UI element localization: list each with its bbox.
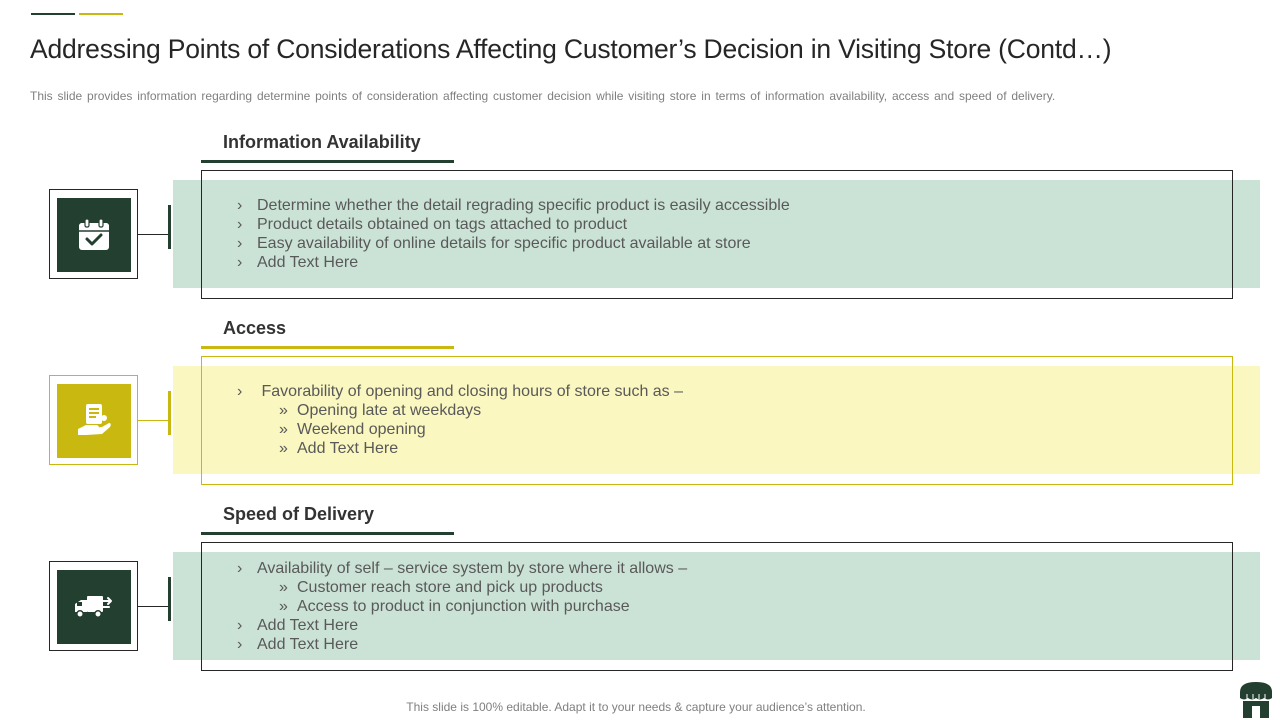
bullet-marker: ›: [237, 383, 243, 400]
list-item: [237, 382, 683, 401]
list-item-text: Customer reach store and pick up products: [297, 579, 603, 596]
top-accent-line-yellow: [79, 13, 123, 15]
storefront-icon: [1236, 678, 1276, 718]
bullet-marker: ›: [237, 617, 243, 634]
list-item-text: Availability of self – service system by store where it allows –: [257, 560, 688, 577]
top-accent-line-green: [31, 13, 75, 15]
section-items: [237, 196, 790, 272]
list-item-text: Add Text Here: [257, 617, 359, 634]
connector-bar: [168, 391, 171, 435]
list-item: [237, 635, 687, 654]
section-title: Access: [223, 318, 287, 338]
list-item-text: Determine whether the detail regrading specific product is easily accessible: [257, 197, 790, 214]
list-item-text: Add Text Here: [297, 440, 399, 457]
section-title-underline: [201, 532, 454, 535]
connector-bar: [168, 205, 171, 249]
list-item-text: Favorability of opening and closing hours of store such as –: [257, 383, 684, 400]
section-title: Speed of Delivery: [223, 504, 375, 524]
list-item-text: Easy availability of online details for specific product available at store: [257, 235, 751, 252]
list-item-text: Add Text Here: [257, 636, 359, 653]
section-items: [237, 559, 687, 654]
list-item: [237, 559, 687, 578]
bullet-marker: ›: [237, 636, 243, 653]
list-subitem: [237, 439, 683, 458]
sub-bullet-marker: »: [279, 402, 288, 419]
section-icon-box: [57, 198, 131, 272]
connector-line: [138, 420, 169, 421]
section-icon-frame: [49, 561, 138, 651]
connector-line: [138, 234, 169, 235]
list-subitem: [237, 420, 683, 439]
list-subitem: [237, 597, 687, 616]
list-item: [237, 253, 790, 272]
delivery-truck-icon: [73, 592, 115, 622]
section-icon-box: [57, 384, 131, 458]
list-subitem: [237, 578, 687, 597]
list-item: [237, 616, 687, 635]
connector-line: [138, 606, 169, 607]
sub-bullet-marker: »: [279, 440, 288, 457]
bullet-marker: ›: [237, 235, 243, 252]
section-icon-frame: [49, 375, 138, 465]
list-item-text: Opening late at weekdays: [297, 402, 482, 419]
slide-subtitle: This slide provides information regarding determine points of consideration affecting customer decision while visiting store in terms of information availability, access and speed of delivery.: [30, 89, 1056, 103]
section-title-underline: [201, 346, 454, 349]
connector-bar: [168, 577, 171, 621]
sub-bullet-marker: »: [279, 598, 288, 615]
list-item: [237, 234, 790, 253]
section-title: Information Availability: [223, 132, 421, 152]
bullet-marker: ›: [237, 197, 243, 214]
calendar-check-icon: [76, 217, 112, 253]
list-item-text: Add Text Here: [257, 254, 359, 271]
bullet-marker: ›: [237, 216, 243, 233]
section-title-underline: [201, 160, 454, 163]
list-item-text: Weekend opening: [297, 421, 426, 438]
bullet-marker: ›: [237, 560, 243, 577]
slide-footer: This slide is 100% editable. Adapt it to your needs & capture your audience’s attention.: [406, 700, 866, 714]
hand-holding-card-icon: [74, 401, 114, 441]
bullet-marker: ›: [237, 254, 243, 271]
list-item: [237, 215, 790, 234]
list-subitem: [237, 401, 683, 420]
section-icon-frame: [49, 189, 138, 279]
section-items: [237, 382, 683, 458]
list-item-text: Access to product in conjunction with purchase: [297, 598, 630, 615]
slide-title: Addressing Points of Considerations Affecting Customer’s Decision in Visiting Store (Contd…): [30, 34, 1112, 64]
list-item: [237, 196, 790, 215]
sub-bullet-marker: »: [279, 579, 288, 596]
sub-bullet-marker: »: [279, 421, 288, 438]
section-icon-box: [57, 570, 131, 644]
list-item-text: Product details obtained on tags attached to product: [257, 216, 628, 233]
